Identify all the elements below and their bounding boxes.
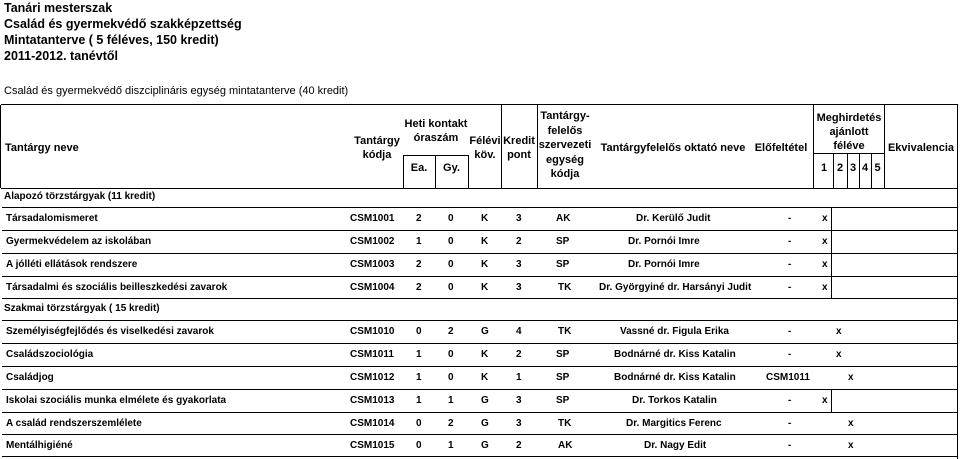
course-name: Társadalmi és szociális beilleszkedési zavarok: [6, 282, 228, 293]
requirement: K: [481, 213, 489, 224]
semester-mark: x: [836, 349, 842, 360]
course-code: CSM1001: [350, 213, 395, 224]
subtitle: Család és gyermekvédő diszciplináris egység mintatanterve (40 kredit): [4, 85, 349, 97]
requirement: K: [481, 259, 489, 270]
teacher-name: Vassné dr. Figula Erika: [620, 326, 729, 337]
teacher-name: Dr. Pornói Imre: [628, 259, 700, 270]
header-gy: Gy.: [443, 162, 460, 174]
teacher-name: Dr. Pornói Imre: [628, 236, 700, 247]
header-semester: Meghirdetés ajánlott féléve: [816, 112, 882, 152]
course-name: Gyermekvédelem az iskolában: [6, 236, 152, 247]
department-code: SP: [556, 395, 570, 406]
teacher-name: Dr. Torkos Katalin: [632, 395, 717, 406]
prerequisite: -: [788, 213, 792, 224]
semester-mark: x: [848, 418, 854, 429]
credit: 3: [516, 213, 522, 224]
header-ea: Ea.: [410, 162, 428, 174]
practice-hours: 0: [448, 372, 454, 383]
course-name: Társadalomismeret: [6, 213, 98, 224]
header-name: Tantárgy neve: [5, 142, 79, 154]
course-name: Mentálhigiéné: [6, 440, 73, 451]
teacher-name: Dr. Kerülő Judit: [636, 213, 711, 224]
lecture-hours: 0: [416, 326, 422, 337]
prerequisite: -: [788, 418, 792, 429]
course-code: CSM1012: [350, 372, 395, 383]
semester-mark: x: [848, 372, 854, 383]
prerequisite: -: [788, 236, 792, 247]
semester-mark: x: [822, 282, 828, 293]
requirement: K: [481, 349, 489, 360]
header-sem-4: 4: [861, 162, 869, 174]
practice-hours: 0: [448, 349, 454, 360]
department-code: TK: [558, 282, 572, 293]
department-code: SP: [556, 236, 570, 247]
course-name: Személyiségfejlődés és viselkedési zavarok: [6, 326, 214, 337]
course-name: A jólléti ellátások rendszere: [6, 259, 138, 270]
credit: 4: [516, 326, 522, 337]
department-code: TK: [558, 418, 572, 429]
credit: 3: [516, 395, 522, 406]
header-equivalence: Ekvivalencia: [887, 142, 955, 154]
practice-hours: 0: [448, 236, 454, 247]
prerequisite: -: [788, 326, 792, 337]
prerequisite: CSM1011: [766, 372, 810, 383]
lecture-hours: 2: [416, 282, 422, 293]
lecture-hours: 1: [416, 236, 422, 247]
credit: 3: [516, 282, 522, 293]
teacher-name: Dr. Margitics Ferenc: [626, 418, 722, 429]
requirement: G: [481, 440, 489, 451]
table-row: [2, 254, 958, 276]
course-name: Iskolai szociális munka elmélete és gyakorlata: [6, 395, 227, 406]
prerequisite: -: [788, 395, 792, 406]
prerequisite: -: [788, 440, 792, 451]
header-code: Tantárgy kódja: [354, 135, 400, 161]
credit: 1: [516, 372, 522, 383]
practice-hours: 1: [448, 440, 454, 451]
table-row: [2, 435, 958, 457]
semester-mark: x: [822, 213, 828, 224]
title-line-4: 2011-2012. tanévtől: [4, 49, 118, 63]
credit: 3: [516, 259, 522, 270]
department-code: AK: [558, 440, 573, 451]
practice-hours: 0: [448, 259, 454, 270]
lecture-hours: 2: [416, 213, 422, 224]
requirement: K: [481, 282, 489, 293]
department-code: SP: [556, 349, 570, 360]
course-code: CSM1011: [350, 349, 394, 360]
header-credit: Kredit pont: [503, 135, 535, 161]
practice-hours: 0: [448, 213, 454, 224]
course-code: CSM1010: [350, 326, 395, 337]
requirement: K: [481, 236, 489, 247]
credit: 2: [516, 236, 522, 247]
practice-hours: 0: [448, 282, 454, 293]
table-header: [1, 104, 958, 189]
lecture-hours: 1: [416, 372, 422, 383]
semester-mark: x: [822, 236, 828, 247]
header-sem-1: 1: [820, 162, 828, 174]
section-title-professional: Szakmai törzstárgyak ( 15 kredit): [4, 303, 160, 314]
department-code: TK: [558, 326, 572, 337]
department-code: SP: [556, 259, 570, 270]
credit: 2: [516, 440, 522, 451]
header-prerequisite: Előfeltétel: [754, 142, 808, 154]
lecture-hours: 0: [416, 440, 422, 451]
header-sem-5: 5: [874, 162, 881, 174]
course-name: Családjog: [6, 372, 54, 383]
teacher-name: Bodnárné dr. Kiss Katalin: [614, 349, 736, 360]
title-line-3: Mintatanterve ( 5 féléves, 150 kredit): [4, 33, 219, 47]
header-sem-3: 3: [849, 162, 857, 174]
practice-hours: 2: [448, 326, 454, 337]
course-name: Családszociológia: [6, 349, 94, 360]
lecture-hours: 0: [416, 418, 422, 429]
course-code: CSM1013: [350, 395, 395, 406]
lecture-hours: 1: [416, 395, 422, 406]
practice-hours: 2: [448, 418, 454, 429]
requirement: G: [481, 395, 489, 406]
header-department: Tantárgy- felelős szervezeti egység kódja: [538, 110, 592, 180]
credit: 2: [516, 349, 522, 360]
header-contact: Heti kontakt óraszám: [404, 118, 468, 144]
semester-mark: x: [822, 395, 828, 406]
semester-mark: x: [822, 259, 828, 270]
teacher-name: Bodnárné dr. Kiss Katalin: [614, 372, 736, 383]
table-row: [2, 321, 958, 343]
section-title-basic: Alapozó törzstárgyak (11 kredit): [4, 191, 156, 202]
course-name: A család rendszerszemlélete: [6, 418, 142, 429]
table-row: [2, 367, 958, 389]
header-teacher: Tantárgyfelelős oktató neve: [600, 142, 746, 154]
department-code: AK: [556, 213, 571, 224]
practice-hours: 1: [448, 395, 454, 406]
header-sem-2: 2: [836, 162, 844, 174]
requirement: G: [481, 326, 489, 337]
semester-mark: x: [836, 326, 842, 337]
table-row: [2, 277, 958, 299]
title-line-1: Tanári mesterszak: [4, 1, 113, 15]
table-row: [2, 390, 958, 412]
semester-mark: x: [848, 440, 854, 451]
table-row: [2, 413, 958, 435]
title-line-2: Család és gyermekvédő szakképzettség: [4, 17, 242, 31]
lecture-hours: 1: [416, 349, 422, 360]
requirement: K: [481, 372, 489, 383]
table-row: [2, 231, 958, 253]
teacher-name: Dr. Nagy Edit: [644, 440, 707, 451]
table-row: [2, 208, 958, 230]
prerequisite: -: [788, 259, 792, 270]
course-code: CSM1015: [350, 440, 395, 451]
table-row: [2, 344, 958, 366]
lecture-hours: 2: [416, 259, 422, 270]
course-code: CSM1002: [350, 236, 395, 247]
course-code: CSM1003: [350, 259, 395, 270]
teacher-name: Dr. Györgyiné dr. Harsányi Judit: [599, 282, 752, 293]
prerequisite: -: [788, 349, 792, 360]
department-code: SP: [556, 372, 570, 383]
course-code: CSM1014: [350, 418, 395, 429]
prerequisite: -: [788, 282, 792, 293]
course-code: CSM1004: [350, 282, 395, 293]
credit: 3: [516, 418, 522, 429]
requirement: G: [481, 418, 489, 429]
header-requirement: Félévi köv.: [469, 135, 501, 161]
